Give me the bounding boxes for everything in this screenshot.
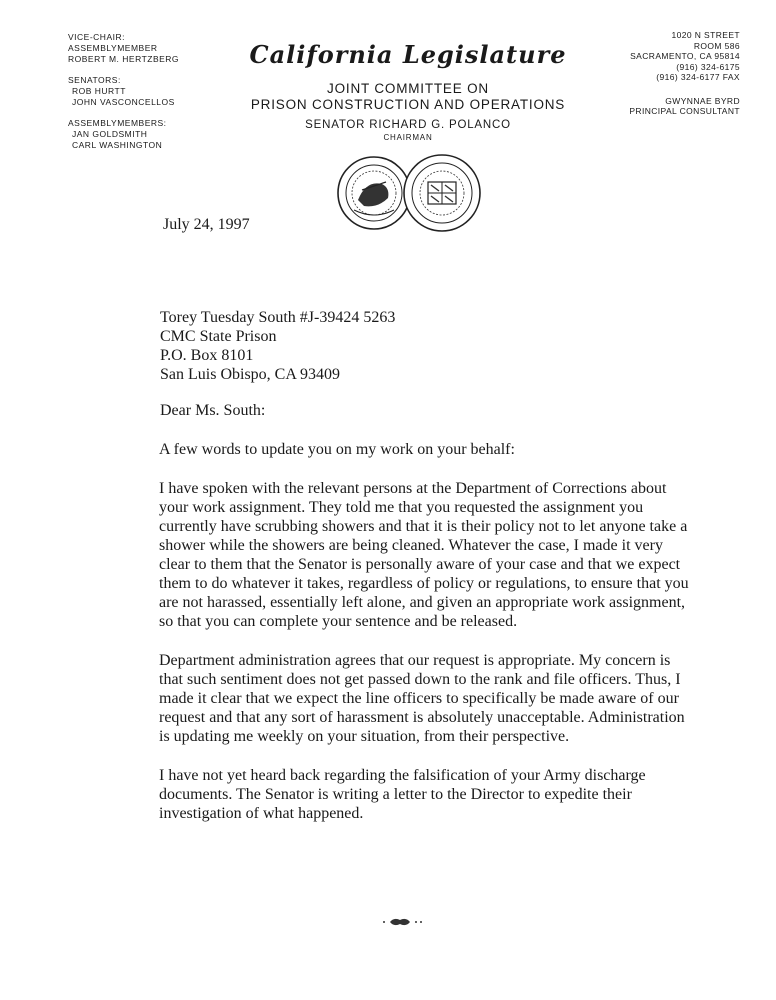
body-paragraph: A few words to update you on my work on your behalf: [159, 441, 515, 458]
recipient-po-box: P.O. Box 8101 [160, 347, 254, 364]
consultant-name: GWYNNAE BYRD [665, 95, 740, 106]
body-paragraph: I have not yet heard back regarding the falsification of your Army discharge documents. The Senator is writing a letter to the Director to expedite their investigation of what happened. [159, 767, 646, 822]
body-paragraph: I have spoken with the relevant persons at the Department of Corrections about your work assignment. They told me that you requested the assignment you currently have scrubbing showers and that it is their policy not to let anyone take a shower while the showers are being cleaned. Whatever the case, I made it very clear to them that the Senator is personally aware of your case and that we expect them to do whatever it takes, regardless of policy or regulations, to ensure that you are not harassed, essentially left alone, and given an appropriate work assignment, so that you can complete your sentence and be released. [159, 480, 689, 630]
vice-chair-label: VICE-CHAIR: [68, 32, 125, 42]
fax-line: (916) 324-6177 FAX [656, 72, 740, 82]
vice-chair-name: ROBERT M. HERTZBERG [68, 54, 180, 64]
letterhead-address [629, 30, 740, 117]
senate-seal-icon [338, 157, 410, 229]
body-paragraph: Department administration agrees that our request is appropriate. My concern is that such sentiment does not get passed down to the rank and file officers. Thus, I made it clear that we expect the line officers to specifically be made aware of our request and that any sort of harassment is absolutely unacceptable. Administration is updating me weekly on your situation, from their perspective. [159, 652, 685, 745]
letterhead-members [68, 32, 179, 161]
assemblymember-name: CARL WASHINGTON [72, 140, 163, 150]
committee-name-line1: JOINT COMMITTEE ON [327, 81, 489, 96]
committee-name-line2: PRISON CONSTRUCTION AND OPERATIONS [250, 97, 566, 112]
vice-chair-group [68, 32, 179, 65]
letterhead-title: California Legislature [249, 40, 567, 69]
recipient-address [160, 308, 395, 384]
recipient-name: Torey Tuesday South #J-39424 5263 [160, 309, 396, 326]
chair-title: CHAIRMAN [383, 133, 433, 142]
assemblymembers-label: ASSEMBLYMEMBERS: [68, 118, 167, 128]
recipient-institution: CMC State Prison [160, 328, 277, 345]
assembly-seal-icon [404, 155, 480, 231]
assemblymember-name: JAN GOLDSMITH [72, 129, 148, 139]
senator-name: ROB HURTT [72, 86, 126, 96]
senators-label: SENATORS: [68, 75, 121, 85]
letter-date: July 24, 1997 [163, 216, 250, 233]
address-line: ROOM 586 [693, 40, 740, 51]
assemblymembers-group [68, 118, 179, 151]
salutation: Dear Ms. South: [160, 402, 266, 419]
legislature-seals [334, 150, 484, 236]
senators-group [68, 75, 179, 108]
address-line: SACRAMENTO, CA 95814 [630, 51, 740, 61]
senator-name: JOHN VASCONCELLOS [72, 97, 175, 107]
chair-name: SENATOR RICHARD G. POLANCO [305, 119, 511, 131]
vice-chair-role: ASSEMBLYMEMBER [68, 43, 158, 53]
letter-body [159, 440, 689, 843]
address-line: 1020 N STREET [671, 30, 740, 40]
recipient-city: San Luis Obispo, CA 93409 [160, 366, 341, 383]
phone-line: (916) 324-6175 [676, 61, 740, 72]
letterhead-center [200, 40, 616, 142]
consultant-title: PRINCIPAL CONSULTANT [629, 106, 740, 116]
printer-union-mark-icon [378, 916, 428, 928]
